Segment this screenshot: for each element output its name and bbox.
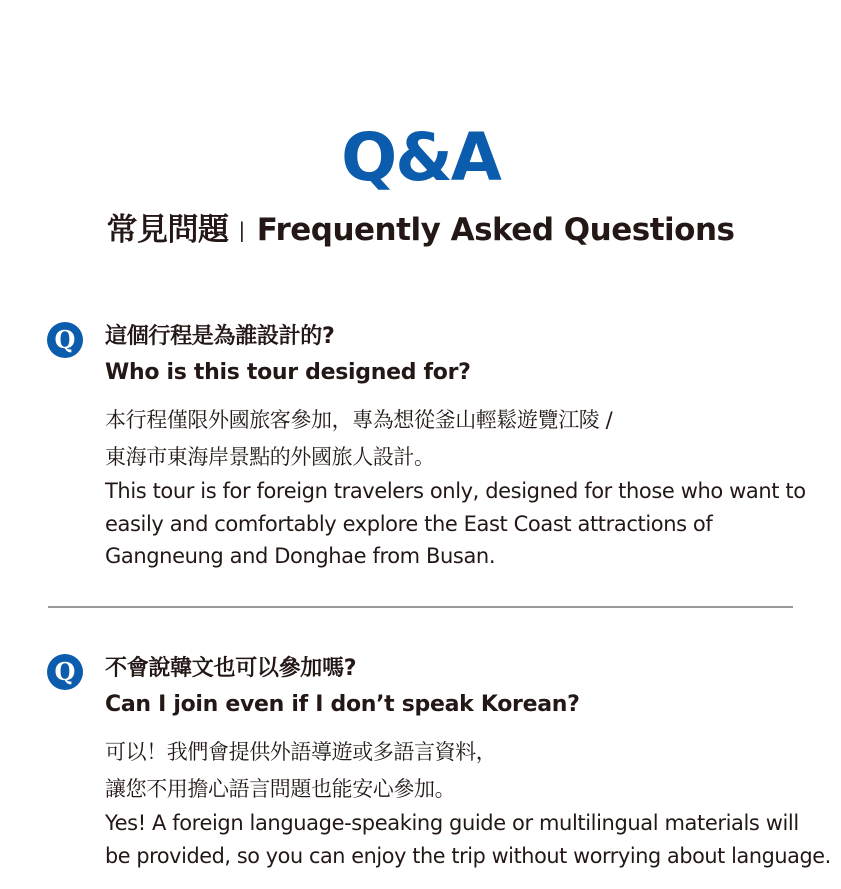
subtitle-chinese: 常見問題 [106, 212, 229, 248]
question-chinese: 不會說韓文也可以參加嗎? [105, 656, 357, 681]
subtitle-separator: | [238, 218, 245, 242]
divider [48, 606, 793, 608]
answer-line: 東海市東海岸景點的外國旅人設計。 [105, 445, 435, 469]
question-icon: Q [47, 654, 83, 690]
page-title: Q&A [341, 119, 500, 196]
question-chinese: 這個行程是為誰設計的? [105, 324, 335, 349]
answer-line: easily and comfortably explore the East Coast attractions of [105, 512, 713, 536]
answer-line: be provided, so you can enjoy the trip without worrying about language. [105, 844, 831, 868]
answer-line: This tour is for foreign travelers only, designed for those who want to [105, 479, 806, 503]
question-english: Who is this tour designed for? [105, 360, 471, 385]
answer-line: 可以！我們會提供外語導遊或多語言資料， [105, 740, 497, 764]
answer-line: Yes! A foreign language-speaking guide or multilingual materials will [105, 811, 799, 835]
question-english: Can I join even if I don’t speak Korean? [105, 692, 580, 717]
answer-line: 本行程僅限外國旅客參加，專為想從釜山輕鬆遊覽江陵 / [105, 408, 613, 432]
answer-line: Gangneung and Donghae from Busan. [105, 544, 496, 568]
subtitle-english: Frequently Asked Questions [256, 212, 735, 248]
answer-line: 讓您不用擔心語言問題也能安心參加。 [105, 777, 456, 801]
page-subtitle [0, 208, 841, 252]
question-icon: Q [47, 322, 83, 358]
